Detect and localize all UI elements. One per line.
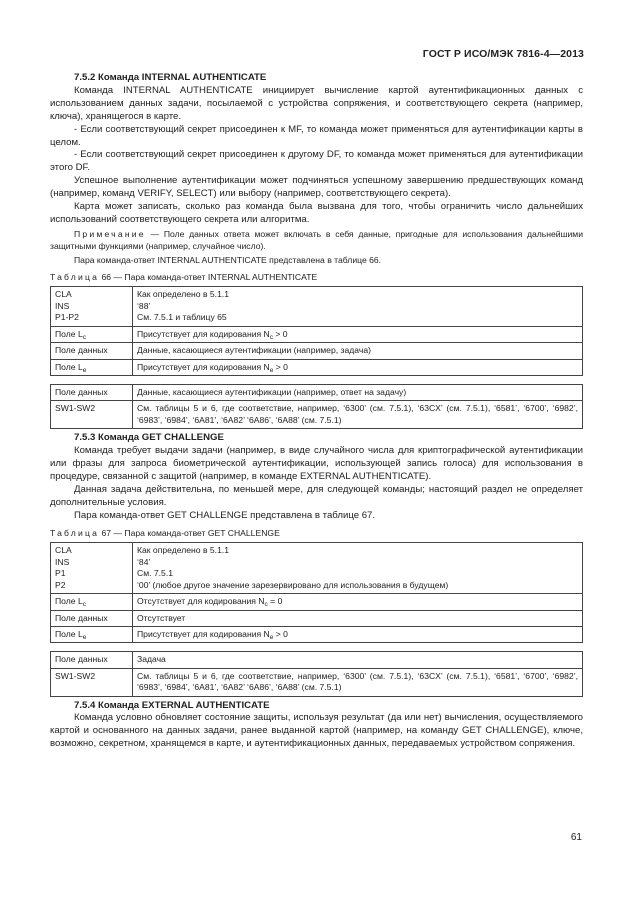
table-cell: Присутствует для кодирования $N_e > 0$ [133, 626, 583, 642]
table-row [51, 626, 583, 642]
table-66-command [50, 286, 583, 375]
table-cell: Отсутствует [133, 610, 583, 626]
paragraph: - Если соответствующий секрет присоединен к другому DF, то команда может применяться для аутентификации этого DF. [50, 149, 583, 174]
table-cell: Отсутствует для кодирования $N_c = 0$ [133, 594, 583, 610]
table-cell: Поле $L_e$ [51, 359, 133, 375]
table-cell: Поле $L_c$ [51, 594, 133, 610]
table-cell: Как определено в 5.1.1 ‘84’ См. 7.5.1 ‘00’ (любое другое значение зарезервировано для использования в будущем) [133, 543, 583, 594]
paragraph: Успешное выполнение аутентификации может подчиняться успешному завершению предшествующих команд (например, команд VERIFY, SELECT) или выбору (например, соответствующего секрета). [50, 175, 583, 200]
paragraph: Карта может записать, сколько раз команда была вызвана для того, чтобы ограничить число дальнейших использований соответствующего секрета или алгоритма. [50, 201, 583, 225]
note-text: — Поле данных ответа может включать в себя данные, пригодные для использования дальнейшими защитными функциями (например, случайное число). [50, 228, 583, 251]
note-label: Примечание [74, 228, 146, 239]
table-row [51, 652, 583, 668]
table-cell: Присутствует для кодирования $N_c > 0$ [133, 326, 583, 342]
page-header: ГОСТ Р ИСО/МЭК 7816-4—2013 [422, 48, 584, 60]
table-cell: SW1-SW2 [51, 668, 133, 696]
table-cell: Поле $L_e$ [51, 626, 133, 642]
paragraph: Пара команда-ответ GET CHALLENGE представлена в таблице 67. [74, 509, 376, 521]
table-reference: Пара команда-ответ INTERNAL AUTHENTICATE представлена в таблице 66. [74, 255, 382, 266]
page-number: 61 [570, 832, 582, 843]
table-cell: CLA INS P1-P2 [51, 287, 133, 326]
note [50, 229, 583, 253]
table-cell: Поле данных [51, 384, 133, 400]
page-content [50, 72, 583, 751]
table-cell: Поле данных [51, 610, 133, 626]
table-cell: Задача [133, 652, 583, 668]
section-heading-7-5-4: 7.5.4 Команда EXTERNAL AUTHENTICATE [74, 699, 270, 711]
section-heading-7-5-2: 7.5.2 Команда INTERNAL AUTHENTICATE [74, 72, 267, 83]
table-cell: См. таблицы 5 и 6, где соответствие, например, ‘6300’ (см. 7.5.1), ‘63CX’ (см. 7.5.1), ‘6581’, ‘6700’, ‘6982’, ‘6983’, ‘6984’, ‘6A81’, ‘6A82’ ‘6A86’, ‘6A88’ (см. 7.5.1) [133, 401, 583, 429]
table-66-caption: Таблица 66 — Пара команда-ответ INTERNAL AUTHENTICATE [50, 272, 318, 283]
table-cell: Поле $L_c$ [51, 326, 133, 342]
table-67-command [50, 542, 583, 643]
table-row [51, 668, 583, 696]
table-67-caption: Таблица 67 — Пара команда-ответ GET CHALLENGE [50, 528, 280, 539]
table-67-response [50, 651, 583, 696]
table-row [51, 610, 583, 626]
paragraph: Команда условно обновляет состояние защиты, используя результат (да или нет) вычисления, осуществляемого картой и основанного на данных задачи, ранее выданной картой (например, на команду GET CHALLENGE), ключе, возможно, секретном, хранящемся в карте, и аутентификационных данных, передаваемых устройством сопряжения. [50, 712, 583, 750]
table-row [51, 543, 583, 594]
paragraph: Команда INTERNAL AUTHENTICATE инициирует вычисление картой аутентификационных данных с использованием данных задачи, посылаемой с устройства сопряжения, и соответствующего секрета (например, ключа), хранящегося в карте. [50, 84, 583, 122]
table-cell: CLA INS P1 P2 [51, 543, 133, 594]
table-cell: SW1-SW2 [51, 401, 133, 429]
table-row [51, 594, 583, 610]
table-cell: Как определено в 5.1.1 ‘88’ См. 7.5.1 и таблицу 65 [133, 287, 583, 326]
table-cell: Поле данных [51, 343, 133, 359]
table-row [51, 359, 583, 375]
table-cell: См. таблицы 5 и 6, где соответствие, например, ‘6300’ (см. 7.5.1), ‘63CX’ (см. 7.5.1), ‘6581’, ‘6700’, ‘6982’, ‘6983’, ‘6984’, ‘6A81’, ‘6A82’ ‘6A86’, ‘6A88’ (см. 7.5.1) [133, 668, 583, 696]
table-cell: Данные, касающиеся аутентификации (например, задача) [133, 343, 583, 359]
table-cell: Присутствует для кодирования $N_e > 0$ [133, 359, 583, 375]
paragraph: - Если соответствующий секрет присоединен к MF, то команда может применяться для аутентификации карты в целом. [50, 123, 583, 148]
table-row [51, 326, 583, 342]
section-heading-7-5-3: 7.5.3 Команда GET CHALLENGE [74, 432, 224, 444]
paragraph: Команда требует выдачи задачи (например, в виде случайного числа для криптографической аутентификации или фразы для запроса биометрической аутентификации, использующей запись голоса) для использования в процедуре, связанной с защитой (например, в команде EXTERNAL AUTHENTICATE). [50, 445, 583, 482]
table-66-response [50, 384, 583, 429]
paragraph: Данная задача действительна, по меньшей мере, для следующей команды; настоящий раздел не определяет дополнительные условия. [50, 483, 583, 508]
table-row [51, 384, 583, 400]
table-cell: Поле данных [51, 652, 133, 668]
table-row [51, 401, 583, 429]
table-row [51, 343, 583, 359]
table-row [51, 287, 583, 326]
table-cell: Данные, касающиеся аутентификации (например, ответ на задачу) [133, 384, 583, 400]
